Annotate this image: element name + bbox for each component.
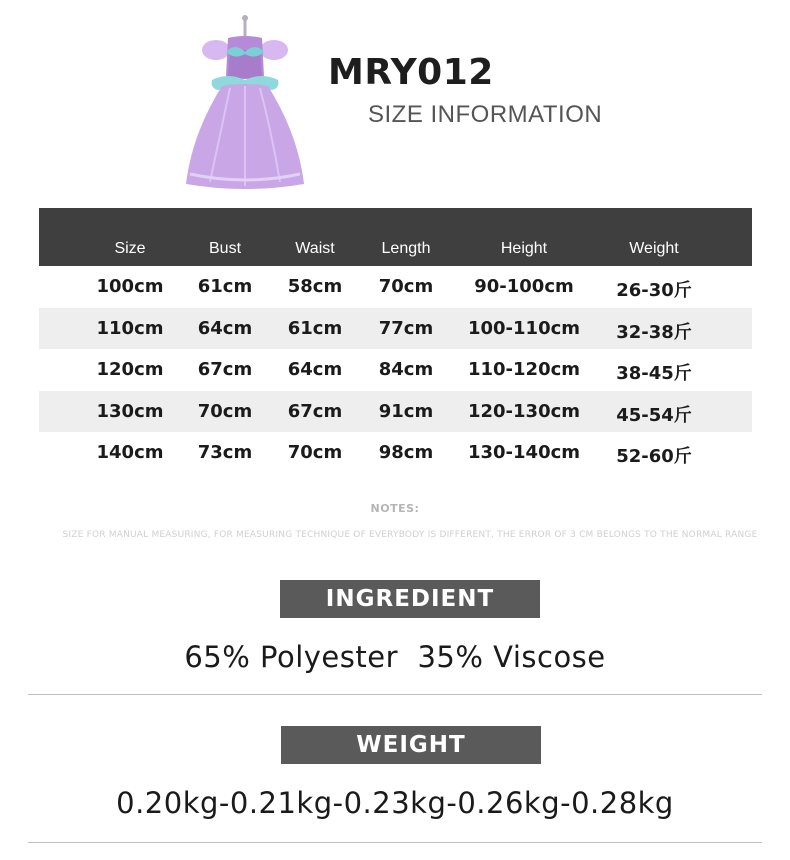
- cell-height: 120-130cm: [467, 400, 581, 422]
- cell-height: 110-120cm: [467, 359, 581, 380]
- cell-size: 130cm: [96, 400, 164, 422]
- cell-length: 77cm: [378, 317, 434, 339]
- ingredient-value: 65% Polyester 35% Viscose: [184, 640, 606, 674]
- product-code: MRY012: [328, 52, 494, 93]
- cell-bust: 61cm: [197, 276, 253, 297]
- cell-length: 70cm: [378, 276, 434, 297]
- weight-value: 0.20kg-0.21kg-0.23kg-0.26kg-0.28kg: [116, 786, 674, 820]
- cell-height: 100-110cm: [467, 317, 581, 339]
- column-header-height: Height: [500, 240, 548, 257]
- size-information-title: SIZE INFORMATION: [368, 101, 603, 128]
- size-table: [39, 208, 752, 474]
- table-row: [39, 308, 752, 350]
- cell-bust: 67cm: [197, 359, 253, 380]
- cell-weight: 45-54斤: [616, 404, 692, 426]
- cell-length: 84cm: [378, 359, 434, 380]
- column-header-size: Size: [114, 240, 146, 257]
- cell-bust: 73cm: [197, 442, 253, 463]
- table-row: [39, 349, 752, 391]
- cell-size: 120cm: [96, 359, 164, 380]
- cell-length: 91cm: [378, 400, 434, 422]
- column-header-length: Length: [381, 240, 431, 257]
- cell-waist: 70cm: [287, 442, 343, 463]
- dress-product-image: [180, 14, 310, 190]
- cell-size: 110cm: [96, 317, 164, 339]
- cell-weight: 32-38斤: [616, 321, 692, 343]
- cell-waist: 61cm: [287, 317, 343, 339]
- table-row: [39, 266, 752, 308]
- notes-title: NOTES:: [370, 502, 420, 515]
- cell-weight: 52-60斤: [616, 446, 692, 467]
- table-row: [39, 391, 752, 433]
- cell-bust: 70cm: [197, 400, 253, 422]
- table-row: [39, 432, 752, 474]
- cell-weight: 38-45斤: [616, 363, 692, 384]
- cell-size: 100cm: [96, 276, 164, 297]
- column-header-weight: Weight: [629, 240, 679, 257]
- notes-body: SIZE FOR MANUAL MEASURING, FOR MEASURING TECHNIQUE OF EVERYBODY IS DIFFERENT, THE ERROR OF 3 CM BELONGS TO THE NORMAL RANGE: [62, 530, 758, 540]
- weight-label: WEIGHT: [281, 726, 541, 764]
- column-header-bust: Bust: [208, 240, 242, 257]
- cell-bust: 64cm: [197, 317, 253, 339]
- divider: [28, 694, 762, 695]
- column-header-waist: Waist: [295, 240, 335, 257]
- cell-weight: 26-30斤: [616, 280, 692, 301]
- cell-size: 140cm: [96, 442, 164, 463]
- cell-height: 130-140cm: [467, 442, 581, 463]
- cell-length: 98cm: [378, 442, 434, 463]
- cell-waist: 64cm: [287, 359, 343, 380]
- cell-waist: 67cm: [287, 400, 343, 422]
- divider: [28, 842, 762, 843]
- table-header: [39, 208, 752, 266]
- cell-height: 90-100cm: [474, 276, 574, 297]
- ingredient-label: INGREDIENT: [280, 580, 540, 618]
- cell-waist: 58cm: [287, 276, 343, 297]
